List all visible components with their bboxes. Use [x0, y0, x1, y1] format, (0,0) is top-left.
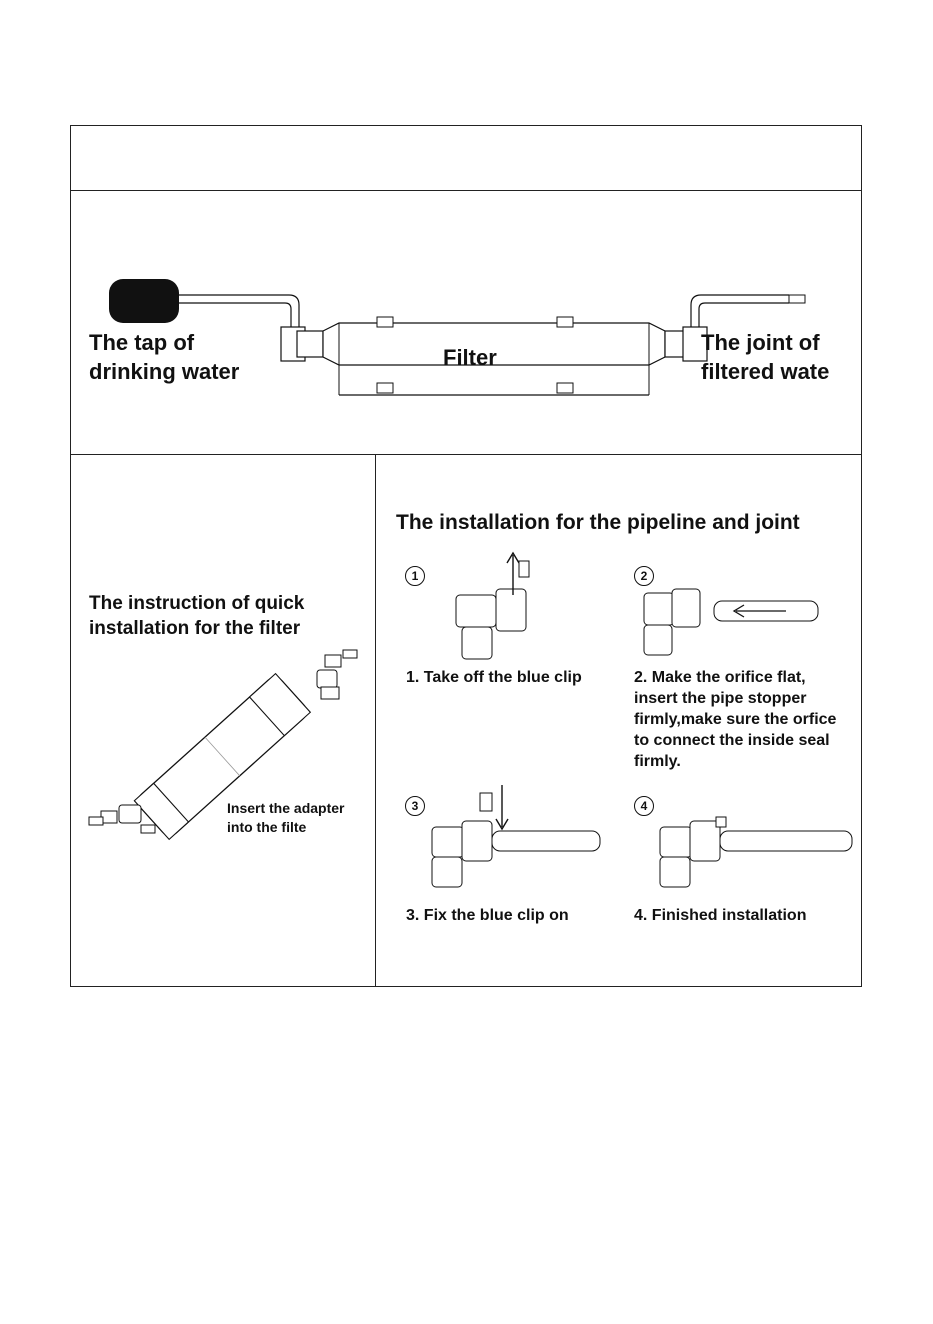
filter-diagram [71, 191, 863, 455]
step-2-text-line5: firmly. [634, 753, 681, 770]
step-1-text: 1. Take off the blue clip [406, 669, 582, 686]
quick-install-panel [71, 455, 376, 986]
step-2-text-line3: firmly,make sure the orfice [634, 711, 837, 728]
pipeline-title: The installation for the pipeline and joint [396, 511, 800, 534]
step-marker-4: 4 [634, 796, 654, 816]
tap-label-line2: drinking water [89, 359, 240, 384]
tap-label-line1: The tap of [89, 330, 195, 355]
step-2-text-line1: 2. Make the orifice flat, [634, 669, 806, 686]
step-2-text-line2: insert the pipe stopper [634, 690, 807, 707]
filter-diagram-panel [71, 191, 861, 455]
joint-label-line2: filtered wate [701, 359, 830, 384]
joint-label-line1: The joint of [701, 330, 820, 355]
filter-label: Filter [443, 345, 497, 370]
tap-icon [109, 279, 179, 323]
step-4-text: 4. Finished installation [634, 907, 807, 924]
step-marker-1: 1 [405, 566, 425, 586]
step-marker-2: 2 [634, 566, 654, 586]
adapter-note-line2: into the filte [227, 819, 307, 835]
quick-install-title-line1: The instruction of quick [89, 593, 305, 614]
step-3-text: 3. Fix the blue clip on [406, 907, 569, 924]
step-2-text-line4: to connect the inside seal [634, 732, 830, 749]
header-row [71, 126, 861, 191]
filter-assembly-illustration [71, 455, 376, 986]
quick-install-title-line2: installation for the filter [89, 618, 301, 639]
adapter-note-line1: Insert the adapter [227, 800, 345, 816]
pipeline-install-panel [376, 455, 861, 986]
instruction-table [70, 125, 862, 987]
step-marker-3: 3 [405, 796, 425, 816]
